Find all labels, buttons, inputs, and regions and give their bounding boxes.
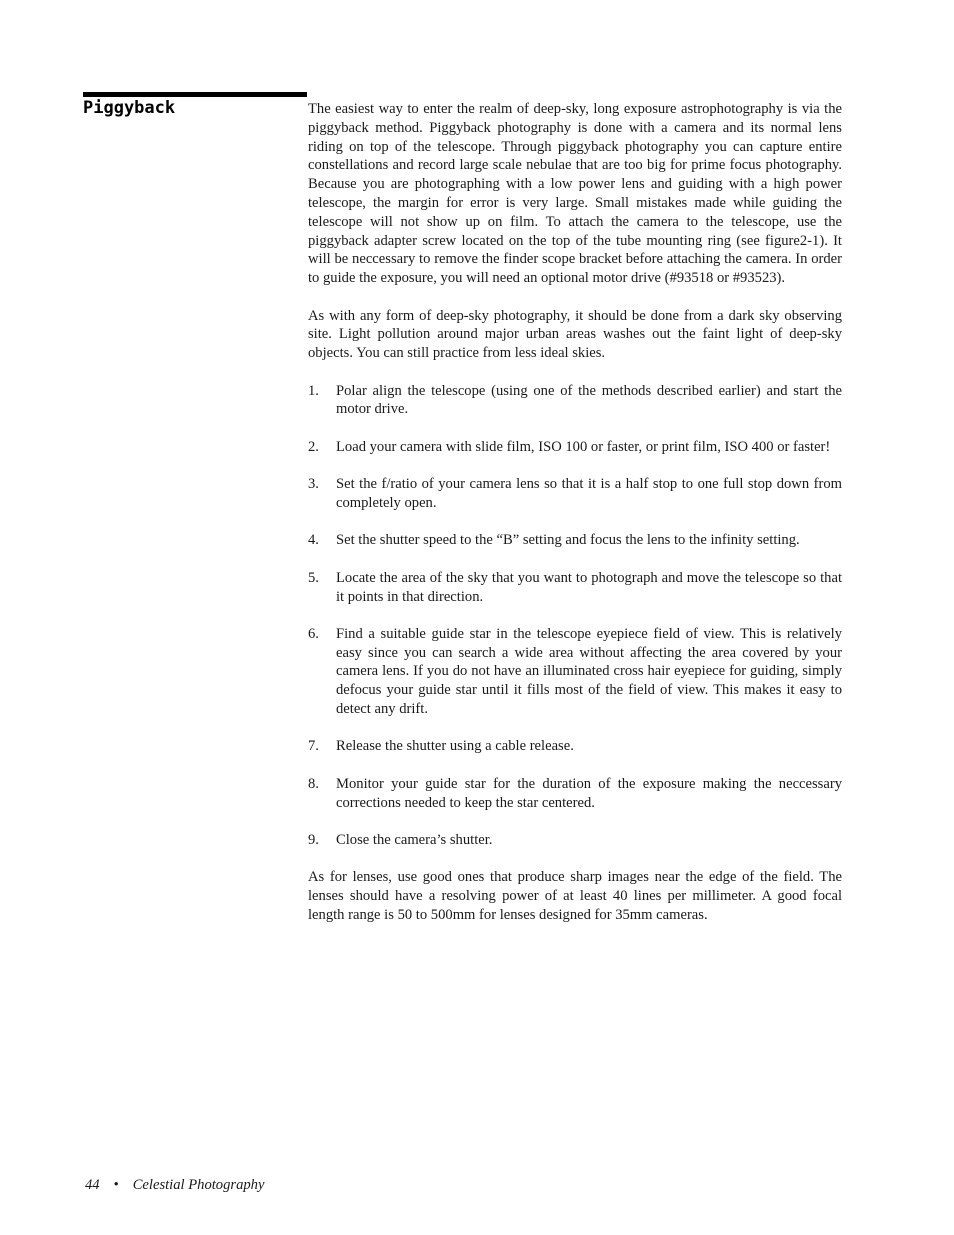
dark-sky-paragraph: As with any form of deep-sky photography, it should be done from a dark sky observing site. Light pollution around major urban areas washes out the faint light of deep-sky objects. You can still practice from less ideal skies. [308,307,842,362]
step-number: 3. [308,476,319,493]
step-text: Polar align the telescope (using one of the methods described earlier) and start the motor drive. [336,382,842,418]
step-number: 9. [308,832,319,849]
step-text: Release the shutter using a cable release. [336,738,574,755]
section-heading: Piggyback [83,98,176,118]
list-item [308,475,842,513]
step-number: 1. [308,382,319,399]
list-item [308,531,842,550]
steps-list [308,382,842,850]
body-column [308,100,842,943]
list-item [308,625,842,719]
page-footer [85,1175,264,1195]
step-text: Load your camera with slide film, ISO 100 or faster, or print film, ISO 400 or faster! [336,438,831,455]
footer-separator: • [113,1177,119,1193]
step-text: Set the f/ratio of your camera lens so that it is a half stop to one full stop down from completely open. [336,476,842,511]
step-number: 4. [308,532,319,549]
step-text: Locate the area of the sky that you want to photograph and move the telescope so that it points in that direction. [336,569,842,605]
list-item [308,737,842,756]
list-item [308,382,842,420]
step-number: 2. [308,438,319,455]
page-number: 44 [85,1177,100,1193]
lenses-paragraph: As for lenses, use good ones that produce sharp images near the edge of the field. The lenses should have a resolving power of at least 40 lines per millimeter. A good focal length range is 50 to 500mm for lenses designed for 35mm cameras. [308,869,842,924]
step-number: 5. [308,569,319,586]
step-text: Set the shutter speed to the “B” setting and focus the lens to the infinity setting. [336,532,800,549]
step-text: Close the camera’s shutter. [336,832,493,849]
list-item [308,438,842,457]
list-item [308,775,842,813]
list-item [308,569,842,607]
step-text: Find a suitable guide star in the telescope eyepiece field of view. This is relatively easy since you can search a wide area without affecting the area covered by your camera lens. If you do not have an illuminated cross hair eyepiece for guiding, simply defocus your guide star until it fills most of the field of view. This makes it easy to detect any drift. [336,625,842,718]
list-item [308,831,842,850]
step-text: Monitor your guide star for the duration of the exposure making the neccessary corrections needed to keep the star centered. [336,775,842,811]
step-number: 7. [308,738,319,755]
intro-paragraph: The easiest way to enter the realm of deep-sky, long exposure astrophotography is via the piggyback method. Piggyback photography is done with a camera and its normal lens riding on top of the telescope. Through piggyback photography you can capture entire constellations and record large scale nebulae that are too big for prime focus photography. Because you are photographing with a low power lens and guiding with a high power telescope, the margin for error is very large. Small mistakes made while guiding the telescope will not show up on film. To attach the camera to the telescope, use the piggyback adapter screw located on the top of the tube mounting ring (see figure2-1). It will be neccessary to remove the finder scope bracket before attaching the camera. In order to guide the exposure, you will need an optional motor drive (#93518 or #93523). [308,101,842,287]
chapter-title: Celestial Photography [132,1177,265,1193]
step-number: 8. [308,775,319,792]
step-number: 6. [308,625,319,642]
